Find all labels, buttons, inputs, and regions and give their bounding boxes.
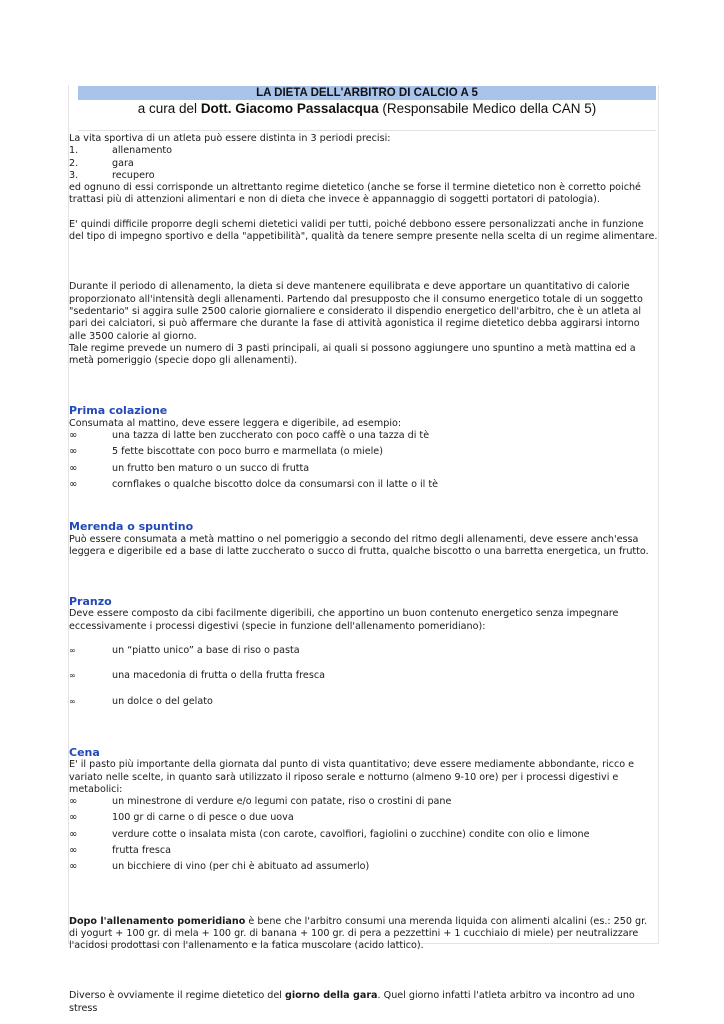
match-day-paragraph <box>69 990 658 1015</box>
infinity-bullet-icon: ∞ <box>69 671 76 681</box>
intro-paragraph-3: E' quindi difficile proporre degli schemi dietetici validi per tutti, poiché debbono essere personalizzati anche in funzione del tipo di impegno sportivo e della "appetibilità", qualità da tenere sempre presente nella scelta di un regime alimentare. <box>69 218 658 243</box>
section-heading-snack: Merenda o spuntino <box>69 520 194 534</box>
dinner-intro: E' il pasto più importante della giornata dal punto di vista quantitativo; deve essere mediamente abbondante, ricco e variato nelle scelte, in quanto sarà utilizzato il riposo serale e notturno (almeno 9-10 ore) per i processi digestivi e metabolici: <box>69 759 635 795</box>
period-number: 1. <box>69 145 79 157</box>
section-heading-lunch: Pranzo <box>69 595 112 609</box>
match-day-bold: giorno della gara <box>284 990 378 1002</box>
breakfast-intro: Consumata al mattino, deve essere leggera e digeribile, ad esempio: <box>69 417 402 429</box>
snack-paragraph: Può essere consumata a metà mattino o nel pomeriggio a secondo del ritmo degli allenamenti, deve essere anch'essa leggera e digeribile ed a base di latte zuccherato o succo di frutta, qualche biscotto o una barretta energetica, un frutto. <box>69 533 649 557</box>
period-label: gara <box>112 157 134 169</box>
list-item <box>69 463 658 475</box>
list-item <box>69 796 658 808</box>
period-item <box>69 170 658 182</box>
list-item-text: cornflakes o qualche biscotto dolce da consumarsi con il latte o il tè <box>112 478 439 490</box>
infinity-bullet-icon: ∞ <box>69 478 78 490</box>
subtitle-author: Dott. Giacomo Passalacqua <box>200 101 379 116</box>
list-item <box>69 670 658 682</box>
training-paragraph-2: Tale regime prevede un numero di 3 pasti principali, ai quali si possono aggiungere uno spuntino a metà mattina ed a metà pomeriggio (specie dopo gli allenamenti). <box>69 342 636 367</box>
list-item-text: verdure cotte o insalata mista (con carote, cavolfiori, fagiolini o zucchine) condite con olio e limone <box>112 828 590 840</box>
period-item <box>69 145 658 157</box>
after-training-bold: Dopo l'allenamento pomeridiano <box>69 915 246 927</box>
period-label: recupero <box>112 169 155 181</box>
list-item <box>69 645 658 657</box>
document-title: LA DIETA DELL'ARBITRO DI CALCIO A 5 <box>78 86 656 100</box>
match-day-suffix: . Quel giorno infatti l'atleta arbitro va incontro ad uno stress <box>69 990 635 1014</box>
period-label: allenamento <box>112 145 173 157</box>
period-number: 3. <box>69 169 79 181</box>
infinity-bullet-icon: ∞ <box>69 812 78 824</box>
infinity-bullet-icon: ∞ <box>69 828 78 840</box>
infinity-bullet-icon: ∞ <box>69 696 76 706</box>
list-item-text: un minestrone di verdure e/o legumi con patate, riso o crostini di pane <box>112 796 452 808</box>
list-item <box>69 696 658 708</box>
list-item <box>69 430 658 442</box>
list-item-text: 100 gr di carne o di pesce o due uova <box>112 812 294 824</box>
list-item-text: una macedonia di frutta o della frutta fresca <box>112 670 325 682</box>
after-training-text: è bene che l'arbitro consumi una merenda liquida con alimenti alcalini (es.: 250 gr. di yogurt + 100 gr. di mela + 100 gr. di banana + 100 gr. di pera a pezzettini + 1 cucchiaio di miele) per neutralizzare l'acidosi prodottasi con l'allenamento e la fatica muscolare (acido lattico). <box>69 915 648 952</box>
list-item-text: una tazza di latte ben zuccherato con poco caffè o una tazza di tè <box>112 430 430 442</box>
period-item <box>69 158 658 170</box>
section-heading-dinner: Cena <box>69 745 100 759</box>
list-item <box>69 845 658 857</box>
subtitle-prefix: a cura del <box>137 101 201 116</box>
list-item-text: un dolce o del gelato <box>112 695 213 707</box>
list-item-text: un frutto ben maturo o un succo di frutta <box>112 462 310 474</box>
list-item-text: frutta fresca <box>112 844 172 856</box>
list-item <box>69 446 658 458</box>
list-item-text: un “piatto unico” a base di riso o pasta <box>112 645 300 657</box>
infinity-bullet-icon: ∞ <box>69 796 78 808</box>
intro-paragraph-2: ed ognuno di essi corrisponde un altrettanto regime dietetico (anche se forse il termine dietetico non è corretto poiché trattasi più di attenzioni alimentari e non di dieta che invece è appannaggio di soggetti portatori di patologia). <box>69 182 641 206</box>
after-training-paragraph <box>69 916 658 953</box>
infinity-bullet-icon: ∞ <box>69 446 78 458</box>
infinity-bullet-icon: ∞ <box>69 861 78 873</box>
list-item <box>69 812 658 824</box>
period-number: 2. <box>69 157 79 169</box>
infinity-bullet-icon: ∞ <box>69 462 78 474</box>
subtitle-suffix: (Responsabile Medico della CAN 5) <box>378 101 597 116</box>
document-body <box>69 133 658 1015</box>
infinity-bullet-icon: ∞ <box>69 844 78 856</box>
infinity-bullet-icon: ∞ <box>69 646 76 656</box>
training-paragraph: Durante il periodo di allenamento, la dieta si deve mantenere equilibrata e deve apportare un quantitativo di calorie proporzionato all'intensità degli allenamenti. Partendo dal presupposto che il consumo energetico totale di un soggetto "sedentario" si aggira sulle 2500 calorie giornaliere e considerato il dispendio energetico dell'arbitro, che è un atleta al pari dei calciatori, si può affermare che durante la fase di attività agonistica il regime dietetico debba aggirarsi intorno alle 3500 calorie al giorno. <box>69 281 643 342</box>
intro-paragraph: La vita sportiva di un atleta può essere distinta in 3 periodi precisi: <box>69 133 391 144</box>
match-day-prefix: Diverso è ovviamente il regime dietetico del <box>69 990 285 1002</box>
infinity-bullet-icon: ∞ <box>69 430 78 442</box>
list-item-text: 5 fette biscottate con poco burro e marmellata (o miele) <box>112 446 383 458</box>
section-heading-breakfast: Prima colazione <box>69 404 168 418</box>
lunch-intro: Deve essere composto da cibi facilmente digeribili, che apportino un buon contenuto energetico senza impegnare eccessivamente i processi digestivi (specie in funzione dell'allenamento pomeridiano): <box>69 608 619 632</box>
list-item <box>69 479 658 491</box>
list-item <box>69 829 658 841</box>
list-item-text: un bicchiere di vino (per chi è abituato ad assumerlo) <box>112 861 370 873</box>
document-subtitle <box>78 100 656 131</box>
list-item <box>69 861 658 873</box>
